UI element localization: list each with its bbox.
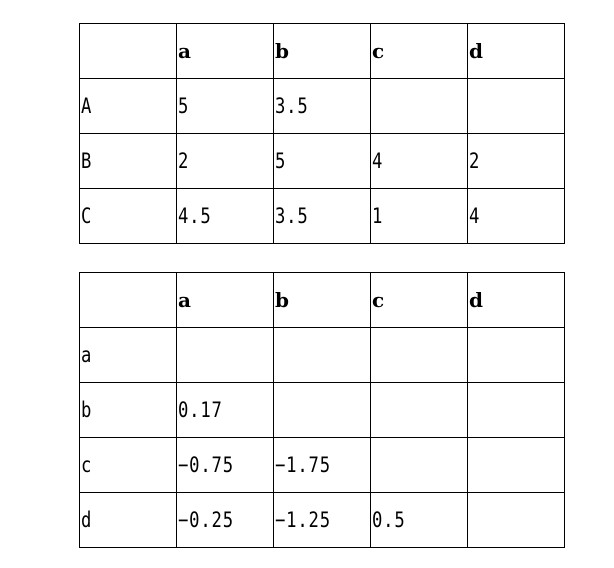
table-cell xyxy=(468,438,565,493)
column-header-c: c xyxy=(371,24,468,79)
table-cell xyxy=(371,79,468,134)
ratings-table xyxy=(79,23,565,244)
table-cell: 5 xyxy=(177,79,274,134)
table-row xyxy=(80,383,565,438)
table-cell: 0.17 xyxy=(177,383,274,438)
table-cell: −1.75 xyxy=(274,438,371,493)
table-cell xyxy=(468,328,565,383)
table-cell: 0.5 xyxy=(371,493,468,548)
column-header-d: d xyxy=(468,273,565,328)
table-cell: 3.5 xyxy=(274,189,371,244)
table-cell: 3.5 xyxy=(274,79,371,134)
table-cell xyxy=(468,79,565,134)
corner-cell xyxy=(80,273,177,328)
table-row xyxy=(80,189,565,244)
row-label: b xyxy=(80,383,177,438)
header-row xyxy=(80,273,565,328)
row-label: B xyxy=(80,134,177,189)
table-cell: 4 xyxy=(371,134,468,189)
table-row xyxy=(80,328,565,383)
differences-table xyxy=(79,272,565,548)
table-cell xyxy=(371,383,468,438)
table-cell: −0.75 xyxy=(177,438,274,493)
table-cell: 2 xyxy=(177,134,274,189)
table-row xyxy=(80,438,565,493)
table-cell: 5 xyxy=(274,134,371,189)
table-cell: 4.5 xyxy=(177,189,274,244)
column-header-b: b xyxy=(274,24,371,79)
column-header-a: a xyxy=(177,24,274,79)
table-cell xyxy=(274,383,371,438)
table-cell xyxy=(468,383,565,438)
table-row xyxy=(80,134,565,189)
row-label: A xyxy=(80,79,177,134)
row-label: a xyxy=(80,328,177,383)
column-header-a: a xyxy=(177,273,274,328)
row-label: d xyxy=(80,493,177,548)
row-label: c xyxy=(80,438,177,493)
table-cell xyxy=(274,328,371,383)
row-label: C xyxy=(80,189,177,244)
table-row xyxy=(80,493,565,548)
table-cell xyxy=(468,493,565,548)
column-header-b: b xyxy=(274,273,371,328)
table-cell xyxy=(371,328,468,383)
column-header-d: d xyxy=(468,24,565,79)
table-cell: 2 xyxy=(468,134,565,189)
table-cell: −1.25 xyxy=(274,493,371,548)
table-cell: −0.25 xyxy=(177,493,274,548)
table-cell xyxy=(371,438,468,493)
table-cell xyxy=(177,328,274,383)
table-cell: 4 xyxy=(468,189,565,244)
corner-cell xyxy=(80,24,177,79)
table-cell: 1 xyxy=(371,189,468,244)
header-row xyxy=(80,24,565,79)
table-row xyxy=(80,79,565,134)
column-header-c: c xyxy=(371,273,468,328)
